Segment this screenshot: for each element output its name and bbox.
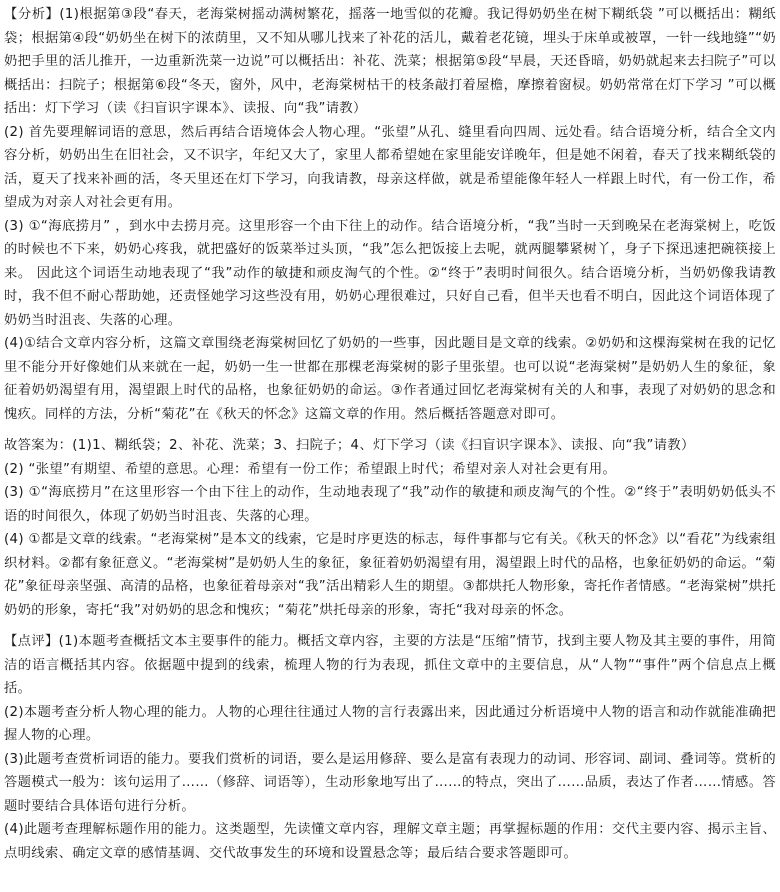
analysis-paragraph-4: (4)①结合文章内容分析，这篇文章围绕老海棠树回忆了奶奶的一些事，因此题目是文章的线索。②奶奶和这棵海棠树在我的记忆里不能分开好像她们从来就在一起，奶奶一生一世都在那棵老海棠树的影子里张望。也可以说“老海棠树”是奶奶人生的象征，象征着奶奶渴望有用，渴望跟上时代的品格，也象征奶奶的命运。③作者通过回忆老海棠树有关的人和事，表现了对奶奶的思念和愧疚。同样的方法，分析“菊花”在《秋天的怀念》这篇文章的作用。然后概括答题意对即可。: [4, 336, 776, 422]
answer-paragraph-1: 故答案为：(1)1、糊纸袋；2、补花、洗菜；3、扫院子；4、灯下学习（读《扫盲识字课本》、读报、向“我”请教）: [4, 438, 695, 453]
section-gap: [4, 426, 776, 434]
comment-paragraph-4: (4)此题考查理解标题作用的能力。这类题型，先读懂文章内容，理解文章主题；再掌握标题的作用：交代主要内容、揭示主旨、点明线索、确定文章的感情基调、交代故事发生的环境和设置悬念等；最后结合要求答题即可。: [4, 822, 776, 861]
comment-paragraph-1: 【点评】(1)本题考查概括文本主要事件的能力。概括文章内容，主要的方法是“压缩”情节，找到主要人物及其主要的事件，用简洁的语言概括其内容。依据题中提到的线索，梳理人物的行为表现，抓住文章中的主要信息，从“人物”“事件”两个信息点上概括。: [4, 634, 776, 696]
answer-paragraph-3: (3) ①“海底捞月”在这里形容一个由下往上的动作，生动地表现了“我”动作的敏捷和顽皮淘气的个性。②“终于”表明奶奶低头不语的时间很久，体现了奶奶当时沮丧、失落的心理。: [4, 485, 776, 524]
comment-paragraph-3: (3)此题考查赏析词语的能力。要我们赏析的词语，要么是运用修辞、要么是富有表现力的动词、形容词、副词、叠词等。赏析的答题模式一般为：该句运用了……（修辞、词语等），生动形象地写出了……的特点，突出了……品质，表达了作者……情感。答题时要结合具体语句进行分析。: [4, 751, 776, 814]
comment-paragraph-2: (2)本题考查分析人物心理的能力。人物的心理往往通过人物的言行表露出来，因此通过分析语境中人物的语言和动作就能准确把握人物的心理。: [4, 704, 776, 743]
analysis-paragraph-3: (3) ①“海底捞月” ，到水中去捞月亮。这里形容一个由下往上的动作。结合语境分析，“我”当时一天到晚呆在老海棠树上，吃饭的时候也不下来，奶奶心疼我，就把盛好的饭菜举过头顶，“我”怎么把饭接上去呢，就两腿攀紧树丫，身子下探迅速把碗筷接上来。 因此这个词语生动地表现了“我”动作的敏捷和顽皮淘气的个性。②“终于”表明时间很久。结合语境分析，当奶奶像我请教时，我不但不耐心帮助她，还责怪她学习这些没有用，奶奶心理很难过，只好自己看，但半天也看不明白，因此这个词语体现了奶奶当时沮丧、失落的心理。: [4, 218, 776, 328]
answer-paragraph-2: (2) “张望”有期望、希望的意思。心理：希望有一份工作；希望跟上时代；希望对亲人对社会更有用。: [4, 461, 617, 477]
section-gap: [4, 622, 776, 630]
answer-paragraph-4: (4) ①都是文章的线索。“老海棠树”是本文的线索，它是时序更迭的标志，每件事都与它有关。《秋天的怀念》以“看花”为线索组织材料。②都有象征意义。“老海棠树”是奶奶人生的象征，象征着奶奶渴望有用，渴望跟上时代的品格，也象征奶奶的命运。“菊花”象征母亲坚强、高清的品格，也象征着母亲对“我”活出精彩人生的期望。③都烘托人物形象，寄托作者情感。“老海棠树”烘托奶奶的形象，寄托“我”对奶奶的思念和愧疚；“菊花”烘托母亲的形象，寄托“我对母亲的怀念。: [4, 532, 776, 618]
analysis-paragraph-1: 【分析】(1)根据第③段“春天，老海棠树摇动满树繁花，摇落一地雪似的花瓣。我记得奶奶坐在树下糊纸袋 ”可以概括出：糊纸袋；根据第④段“奶奶坐在树下的浓荫里，又不知从哪儿找来了补花的活儿，戴着老花镜，埋头于床单或被罩，一针一线地缝”“奶奶把手里的活儿推开，一边重新洗菜一边说”可以概括出：补花、洗菜；根据第⑤段“早晨，天还昏暗，奶奶就起来去扫院子”可以概括出：扫院子；根据第⑥段“冬天，窗外，风中，老海棠树枯干的枝条敲打着屋檐，摩擦着窗棂。奶奶常常在灯下学习 ”可以概括出：灯下学习（读《扫盲识字课本》、读报、向“我”请教）: [4, 7, 776, 116]
analysis-paragraph-2: (2) 首先要理解词语的意思，然后再结合语境体会人物心理。“张望”从孔、缝里看向四周、远处看。结合语境分析，结合全文内容分析，奶奶出生在旧社会，又不识字，年纪又大了，家里人都希望她在家里能安详晚年，但是她不闲着，春天了找来糊纸袋的活，夏天了找来补画的活，冬天里还在灯下学习，向我请教，母亲这样做，就是希望能像年轻人一样跟上时代，有一份工作，希望成为对亲人对社会更有用。: [4, 124, 776, 210]
